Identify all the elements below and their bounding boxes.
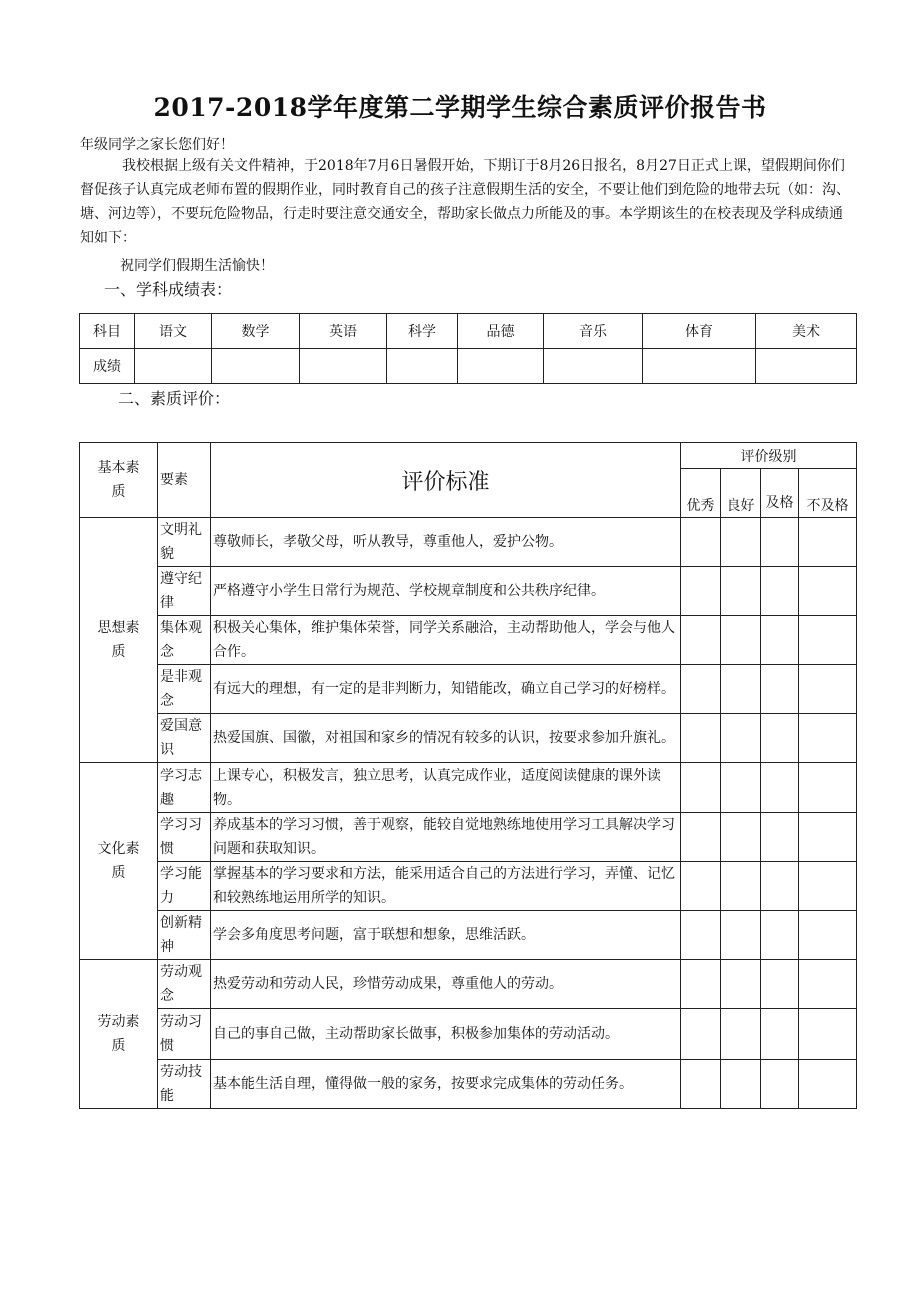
- level-mark-cell[interactable]: [721, 665, 761, 714]
- notice-paragraph: 我校根据上级有关文件精神，于2018年7月6日暑假开始，下期订于8月26日报名，8月27日正式上课，望假期间你们督促孩子认真完成老师布置的假期作业，同时教育自己的孩子注意假期生活的安全，不要让他们到危险的地带去玩（如：沟、塘、河边等），不要玩危险物品，行走时要注意交通安全，帮助家长做点力所能及的事。本学期该生的在校表现及学科成绩通知如下：: [80, 158, 850, 246]
- score-row: [80, 349, 857, 384]
- element-name: 创新精神: [158, 911, 211, 960]
- level-mark-cell[interactable]: [721, 813, 761, 862]
- level-mark-cell[interactable]: [681, 911, 721, 960]
- score-cell[interactable]: [756, 349, 857, 384]
- level-mark-cell[interactable]: [721, 518, 761, 567]
- quality-row: [80, 665, 857, 714]
- level-mark-cell[interactable]: [681, 960, 721, 1009]
- subject-name: 英语: [300, 314, 387, 349]
- level-mark-cell[interactable]: [799, 665, 857, 714]
- element-name: 遵守纪律: [158, 567, 211, 616]
- score-cell[interactable]: [387, 349, 458, 384]
- subject-name: 体育: [643, 314, 756, 349]
- element-name: 学习志趣: [158, 763, 211, 813]
- level-mark-cell[interactable]: [681, 665, 721, 714]
- level-mark-cell[interactable]: [799, 1060, 857, 1109]
- subject-name: 音乐: [544, 314, 643, 349]
- level-label: 良好: [721, 469, 761, 518]
- level-mark-cell[interactable]: [761, 665, 799, 714]
- level-mark-cell[interactable]: [761, 714, 799, 763]
- category-name: 文化素质: [80, 763, 158, 960]
- element-name: 学习能力: [158, 862, 211, 911]
- header-basic: 基本素质: [80, 443, 158, 518]
- subject-label: 科目: [80, 314, 135, 349]
- element-name: 劳动习惯: [158, 1009, 211, 1060]
- element-name: 学习习惯: [158, 813, 211, 862]
- score-label: 成绩: [80, 349, 135, 384]
- level-mark-cell[interactable]: [761, 763, 799, 813]
- score-cell[interactable]: [544, 349, 643, 384]
- level-mark-cell[interactable]: [721, 1009, 761, 1060]
- level-mark-cell[interactable]: [721, 714, 761, 763]
- level-mark-cell[interactable]: [799, 714, 857, 763]
- quality-row: [80, 960, 857, 1009]
- element-name: 文明礼貌: [158, 518, 211, 567]
- level-mark-cell[interactable]: [799, 960, 857, 1009]
- level-mark-cell[interactable]: [761, 911, 799, 960]
- element-name: 是非观念: [158, 665, 211, 714]
- quality-row: [80, 567, 857, 616]
- level-mark-cell[interactable]: [799, 911, 857, 960]
- criteria-text: 热爱劳动和劳动人民，珍惜劳动成果，尊重他人的劳动。: [211, 960, 681, 1009]
- level-mark-cell[interactable]: [761, 616, 799, 665]
- header-level: 评价级别: [681, 443, 857, 469]
- level-mark-cell[interactable]: [721, 763, 761, 813]
- criteria-text: 热爱国旗、国徽，对祖国和家乡的情况有较多的认识，按要求参加升旗礼。: [211, 714, 681, 763]
- scores-table: [79, 313, 857, 384]
- level-mark-cell[interactable]: [799, 1009, 857, 1060]
- wish-line: 祝同学们假期生活愉快！: [120, 258, 274, 274]
- level-mark-cell[interactable]: [799, 567, 857, 616]
- element-name: 劳动观念: [158, 960, 211, 1009]
- level-mark-cell[interactable]: [799, 616, 857, 665]
- criteria-text: 积极关心集体，维护集体荣誉，同学关系融洽，主动帮助他人，学会与他人合作。: [211, 616, 681, 665]
- level-mark-cell[interactable]: [721, 1060, 761, 1109]
- score-cell[interactable]: [643, 349, 756, 384]
- section-scores-heading: 一、学科成绩表：: [104, 280, 233, 299]
- header-standard: 评价标准: [211, 443, 681, 518]
- quality-row: [80, 1009, 857, 1060]
- level-mark-cell[interactable]: [721, 960, 761, 1009]
- level-label: 不及格: [799, 469, 857, 518]
- element-name: 集体观念: [158, 616, 211, 665]
- level-mark-cell[interactable]: [681, 1060, 721, 1109]
- quality-row: [80, 714, 857, 763]
- criteria-text: 养成基本的学习习惯，善于观察，能较自觉地熟练地使用学习工具解决学习问题和获取知识。: [211, 813, 681, 862]
- criteria-text: 有远大的理想，有一定的是非判断力，知错能改，确立自己学习的好榜样。: [211, 665, 681, 714]
- greeting: 年级同学之家长您们好！: [80, 137, 234, 153]
- header-element: 要素: [158, 443, 211, 518]
- element-name: 爱国意识: [158, 714, 211, 763]
- subject-name: 科学: [387, 314, 458, 349]
- level-mark-cell[interactable]: [721, 567, 761, 616]
- level-mark-cell[interactable]: [799, 862, 857, 911]
- criteria-text: 上课专心，积极发言，独立思考，认真完成作业，适度阅读健康的课外读物。: [211, 763, 681, 813]
- category-name: 思想素质: [80, 518, 158, 763]
- criteria-text: 学会多角度思考问题，富于联想和想象，思维活跃。: [211, 911, 681, 960]
- level-mark-cell[interactable]: [681, 714, 721, 763]
- section-quality-heading: 二、素质评价：: [118, 389, 231, 408]
- quality-row: [80, 862, 857, 911]
- subject-row: [80, 314, 857, 349]
- level-mark-cell[interactable]: [681, 763, 721, 813]
- quality-row: [80, 518, 857, 567]
- level-mark-cell[interactable]: [799, 763, 857, 813]
- level-mark-cell[interactable]: [681, 1009, 721, 1060]
- page-title: 2017-2018学年度第二学期学生综合素质评价报告书: [153, 93, 767, 122]
- quality-row: [80, 813, 857, 862]
- score-cell[interactable]: [135, 349, 212, 384]
- level-mark-cell[interactable]: [681, 567, 721, 616]
- level-mark-cell[interactable]: [681, 616, 721, 665]
- quality-table: [79, 442, 857, 1109]
- score-cell[interactable]: [300, 349, 387, 384]
- criteria-text: 自己的事自己做，主动帮助家长做事，积极参加集体的劳动活动。: [211, 1009, 681, 1060]
- subject-name: 数学: [212, 314, 300, 349]
- criteria-text: 掌握基本的学习要求和方法，能采用适合自己的方法进行学习，弄懂、记忆和较熟练地运用所学的知识。: [211, 862, 681, 911]
- level-mark-cell[interactable]: [721, 616, 761, 665]
- element-name: 劳动技能: [158, 1060, 211, 1109]
- quality-row: [80, 1060, 857, 1109]
- criteria-text: 尊敬师长，孝敬父母，听从教导，尊重他人，爱护公物。: [211, 518, 681, 567]
- level-mark-cell[interactable]: [761, 862, 799, 911]
- level-mark-cell[interactable]: [681, 518, 721, 567]
- quality-header-row: [80, 443, 857, 469]
- level-mark-cell[interactable]: [761, 1060, 799, 1109]
- level-label: 优秀: [681, 469, 721, 518]
- level-mark-cell[interactable]: [761, 813, 799, 862]
- level-mark-cell[interactable]: [799, 518, 857, 567]
- level-mark-cell[interactable]: [721, 911, 761, 960]
- level-mark-cell[interactable]: [761, 1009, 799, 1060]
- level-label: 及格: [761, 469, 799, 518]
- level-mark-cell[interactable]: [681, 862, 721, 911]
- criteria-text: 严格遵守小学生日常行为规范、学校规章制度和公共秩序纪律。: [211, 567, 681, 616]
- level-mark-cell[interactable]: [721, 862, 761, 911]
- quality-row: [80, 911, 857, 960]
- level-mark-cell[interactable]: [761, 567, 799, 616]
- score-cell[interactable]: [212, 349, 300, 384]
- score-cell[interactable]: [458, 349, 544, 384]
- level-mark-cell[interactable]: [761, 518, 799, 567]
- quality-row: [80, 616, 857, 665]
- quality-row: [80, 763, 857, 813]
- subject-name: 品德: [458, 314, 544, 349]
- level-mark-cell[interactable]: [761, 960, 799, 1009]
- criteria-text: 基本能生活自理，懂得做一般的家务，按要求完成集体的劳动任务。: [211, 1060, 681, 1109]
- subject-name: 语文: [135, 314, 212, 349]
- level-mark-cell[interactable]: [681, 813, 721, 862]
- category-name: 劳动素质: [80, 960, 158, 1109]
- level-mark-cell[interactable]: [799, 813, 857, 862]
- subject-name: 美术: [756, 314, 857, 349]
